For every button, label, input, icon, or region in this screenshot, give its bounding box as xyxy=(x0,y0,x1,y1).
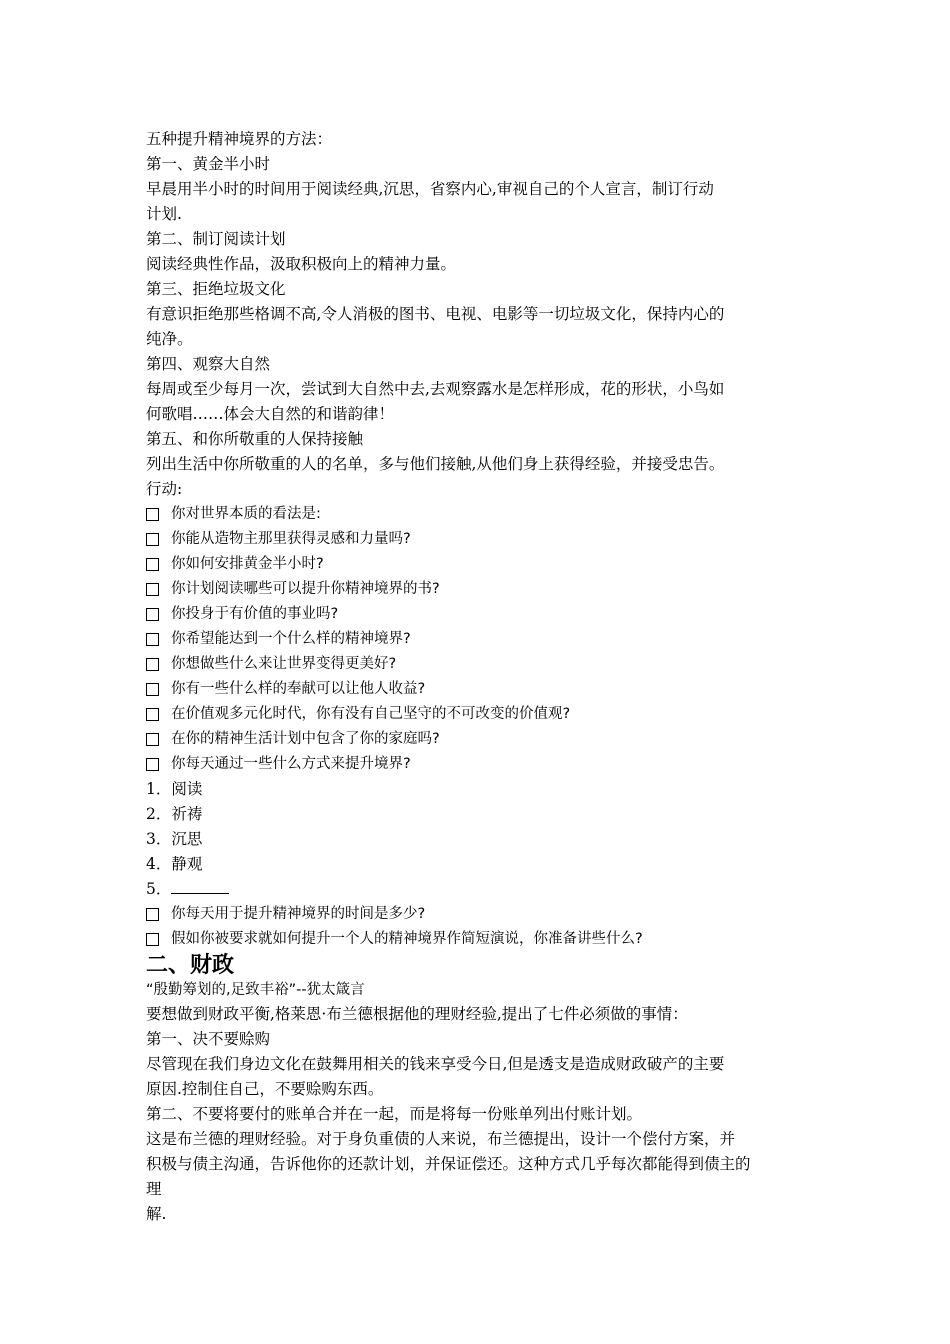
checklist-text: 在价值观多元化时代，你有没有自己坚守的不可改变的价值观? xyxy=(171,706,571,722)
checklist-item[interactable] xyxy=(146,727,826,752)
fill-in-blank[interactable] xyxy=(171,879,229,894)
checklist-text: 你希望能达到一个什么样的精神境界? xyxy=(171,631,411,647)
checklist-text: 你每天用于提升精神境界的时间是多少? xyxy=(171,906,426,922)
rule-2-text-end: 解. xyxy=(146,1205,167,1223)
checklist-text: 你对世界本质的看法是: xyxy=(171,506,321,522)
rule-2-title: 第二、不要将要付的账单合并在一起，而是将每一份账单列出付账计划。 xyxy=(146,1105,643,1123)
numbered-item-blank xyxy=(146,877,826,902)
method-4-title: 第四、观察大自然 xyxy=(146,355,271,373)
checkbox-icon[interactable] xyxy=(146,933,159,946)
checkbox-icon[interactable] xyxy=(146,608,159,621)
checklist-item[interactable] xyxy=(146,627,826,652)
rule-2-text: 这是布兰德的理财经验。对于身负重债的人来说，布兰德提出，设计一个偿付方案，并 xyxy=(146,1130,736,1148)
checkbox-icon[interactable] xyxy=(146,658,159,671)
rule-2-text-cont: 积极与债主沟通，告诉他你的还款计划，并保证偿还。这种方式几乎每次都能得到债主的 xyxy=(146,1155,751,1173)
method-1-text-cont: 计划. xyxy=(146,205,182,223)
checklist-item[interactable] xyxy=(146,652,826,677)
numbered-item: 1．阅读 xyxy=(146,780,203,798)
checklist-item[interactable] xyxy=(146,577,826,602)
checkbox-icon[interactable] xyxy=(146,558,159,571)
method-1-title: 第一、黄金半小时 xyxy=(146,155,271,173)
checklist-item[interactable] xyxy=(146,552,826,577)
method-5-text: 列出生活中你所敬重的人的名单，多与他们接触,从他们身上获得经验，并接受忠告。 xyxy=(146,455,725,473)
checklist-item[interactable] xyxy=(146,677,826,702)
checkbox-icon[interactable] xyxy=(146,758,159,771)
checklist-text: 你有一些什么样的奉献可以让他人收益? xyxy=(171,681,426,697)
method-3-text: 有意识拒绝那些格调不高,令人消极的图书、电视、电影等一切垃圾文化，保持内心的 xyxy=(146,305,725,323)
method-3-title: 第三、拒绝垃圾文化 xyxy=(146,280,286,298)
document-page xyxy=(146,127,826,1227)
finance-intro: 要想做到财政平衡,格莱恩·布兰德根据他的理财经验,提出了七件必须做的事情： xyxy=(146,1005,688,1023)
checklist-text: 你投身于有价值的事业吗? xyxy=(171,606,339,622)
checkbox-icon[interactable] xyxy=(146,683,159,696)
checklist-text: 你如何安排黄金半小时? xyxy=(171,556,324,572)
intro-line: 五种提升精神境界的方法： xyxy=(146,130,333,148)
checkbox-icon[interactable] xyxy=(146,908,159,921)
checklist-text: 你想做些什么来让世界变得更美好? xyxy=(171,656,397,672)
method-4-text: 每周或至少每月一次，尝试到大自然中去,去观察露水是怎样形成，花的形状，小鸟如 xyxy=(146,380,725,398)
method-5-title: 第五、和你所敬重的人保持接触 xyxy=(146,430,364,448)
section-heading: 二、财政 xyxy=(146,953,235,978)
method-3-text-cont: 纯净。 xyxy=(146,330,193,348)
checklist-item[interactable] xyxy=(146,902,826,927)
numbered-item: 2．祈祷 xyxy=(146,805,203,823)
checkbox-icon[interactable] xyxy=(146,708,159,721)
numbered-label: 5． xyxy=(146,880,172,898)
checkbox-icon[interactable] xyxy=(146,733,159,746)
checklist-item[interactable] xyxy=(146,702,826,727)
rule-1-text: 尽管现在我们身边文化在鼓舞用相关的钱来享受今日,但是透支是造成财政破产的主要 xyxy=(146,1055,725,1073)
action-label: 行动: xyxy=(146,480,183,498)
checklist-text: 你计划阅读哪些可以提升你精神境界的书? xyxy=(171,581,440,597)
checklist-text: 你能从造物主那里获得灵感和力量吗? xyxy=(171,531,411,547)
checkbox-icon[interactable] xyxy=(146,508,159,521)
rule-1-title: 第一、决不要赊购 xyxy=(146,1030,271,1048)
proverb-quote: “殷勤筹划的,足致丰裕”--犹太箴言 xyxy=(146,982,365,998)
rule-2-text-cont: 理 xyxy=(146,1180,162,1198)
checklist-item[interactable] xyxy=(146,502,826,527)
checklist-text: 在你的精神生活计划中包含了你的家庭吗? xyxy=(171,731,440,747)
checklist-text: 假如你被要求就如何提升一个人的精神境界作简短演说，你准备讲些什么? xyxy=(171,931,643,947)
numbered-item: 3．沉思 xyxy=(146,830,203,848)
checkbox-icon[interactable] xyxy=(146,533,159,546)
checklist-text: 你每天通过一些什么方式来提升境界? xyxy=(171,756,411,772)
checkbox-icon[interactable] xyxy=(146,633,159,646)
checklist-item[interactable] xyxy=(146,527,826,552)
rule-1-text-cont: 原因.控制住自己，不要赊购东西。 xyxy=(146,1080,384,1098)
method-2-text: 阅读经典性作品，汲取积极向上的精神力量。 xyxy=(146,255,457,273)
numbered-item: 4．静观 xyxy=(146,855,203,873)
checkbox-icon[interactable] xyxy=(146,583,159,596)
checklist-item[interactable] xyxy=(146,602,826,627)
method-2-title: 第二、制订阅读计划 xyxy=(146,230,286,248)
checklist-item[interactable] xyxy=(146,927,826,952)
method-1-text: 早晨用半小时的时间用于阅读经典,沉思，省察内心,审视自己的个人宣言，制订行动 xyxy=(146,180,714,198)
checklist-item[interactable] xyxy=(146,752,826,777)
method-4-text-cont: 何歌唱……体会大自然的和谐韵律！ xyxy=(146,405,395,423)
